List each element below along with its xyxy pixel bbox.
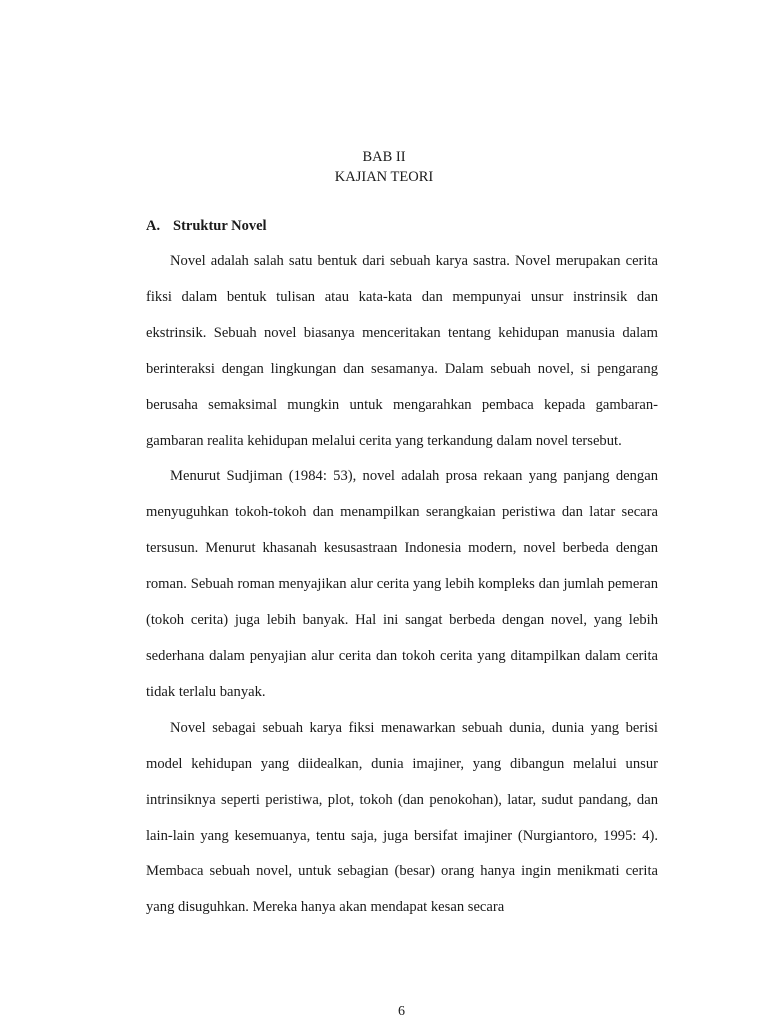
paragraph: Novel sebagai sebuah karya fiksi menawarkan sebuah dunia, dunia yang berisi model kehidupan yang diidealkan, dunia imajiner, yang dibangun melalui unsur intrinsiknya seperti peristiwa, plot, tokoh (dan penokohan), latar, sudut pandang, dan lain-lain yang kesemuanya, tentu saja, juga bersifat imajiner (Nurgiantoro, 1995: 4). Membaca sebuah novel, untuk sebagian (besar) orang hanya ingin menikmati cerita yang disuguhkan. Mereka hanya akan mendapat kesan secara xyxy=(146,719,658,916)
chapter-header xyxy=(0,147,768,187)
chapter-title: KAJIAN TEORI xyxy=(334,169,434,185)
body-text xyxy=(146,244,658,926)
paragraph: Novel adalah salah satu bentuk dari sebuah karya sastra. Novel merupakan cerita fiksi dalam bentuk tulisan atau kata-kata dan mempunyai unsur instrinsik dan ekstrinsik. Sebuah novel biasanya menceritakan tentang kehidupan manusia dalam berinteraksi dengan lingkungan dan sesamanya. Dalam sebuah novel, si pengarang berusaha semaksimal mungkin untuk mengarahkan pembaca kepada gambaran-gambaran realita kehidupan melalui cerita yang terkandung dalam novel tersebut. xyxy=(146,253,658,449)
section-heading xyxy=(146,218,267,235)
section-number: A. xyxy=(146,218,161,234)
paragraph: Menurut Sudjiman (1984: 53), novel adalah prosa rekaan yang panjang dengan menyuguhkan tokoh-tokoh dan menampilkan serangkaian peristiwa dan latar secara tersusun. Menurut khasanah kesusastraan Indonesia modern, novel berbeda dengan roman. Sebuah roman menyajikan alur cerita yang lebih kompleks dan jumlah pemeran (tokoh cerita) juga lebih banyak. Hal ini sangat berbeda dengan novel, yang lebih sederhana dalam penyajian alur cerita dan tokoh cerita yang ditampilkan dalam cerita tidak terlalu banyak. xyxy=(146,468,658,700)
chapter-number: BAB II xyxy=(362,149,406,165)
page-number: 6 xyxy=(398,1004,405,1019)
section-title: Struktur Novel xyxy=(173,218,267,234)
